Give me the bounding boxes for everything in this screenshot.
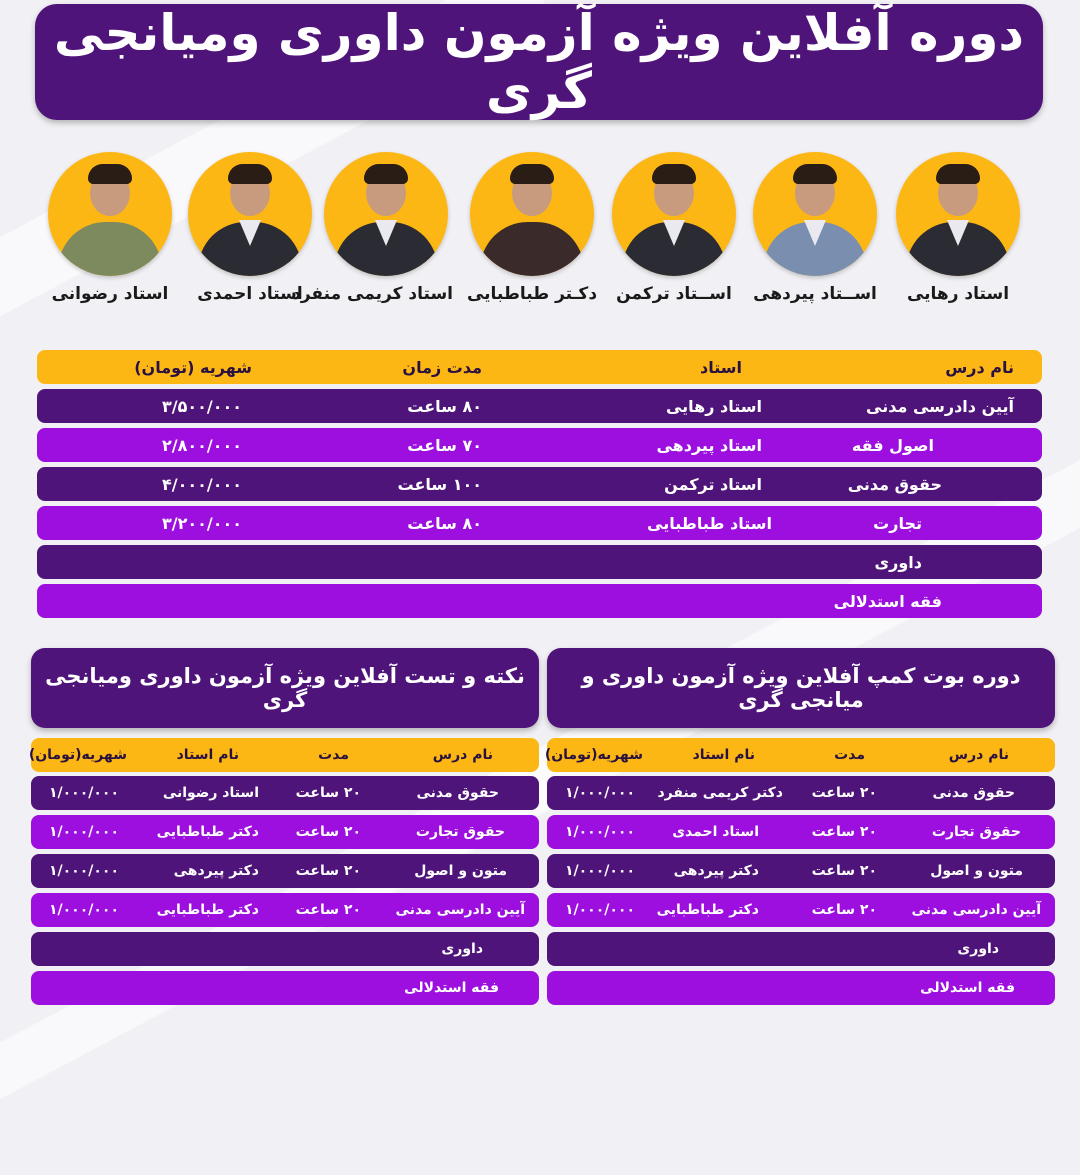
cell-duration: ۷۰ ساعت <box>408 435 483 455</box>
cell-teacher: دکتر طباطبایی <box>157 824 260 840</box>
cell-duration: ۲۰ ساعت <box>296 785 362 801</box>
table-row <box>38 506 1043 540</box>
cell-course: آیین دادرسی مدنی <box>912 902 1042 918</box>
main-table-header <box>38 350 1043 384</box>
cell-fee: ۱/۰۰۰/۰۰۰ <box>49 902 120 918</box>
cell-course: داوری <box>958 941 1000 957</box>
cell-course: حقوق تجارت <box>932 824 1022 840</box>
cell-fee: ۱/۰۰۰/۰۰۰ <box>565 902 636 918</box>
teacher-avatar <box>897 152 1021 276</box>
header-teacher: نام استاد <box>177 747 240 763</box>
teacher-avatar <box>325 152 449 276</box>
cell-teacher: دکتر طباطبایی <box>157 902 260 918</box>
cell-course: اصول فقه <box>852 435 935 455</box>
header-course: نام درس <box>946 357 1015 377</box>
header-fee: شهریه(تومان) <box>545 747 644 763</box>
header-course: نام درس <box>949 747 1010 763</box>
cell-course: حقوق تجارت <box>416 824 506 840</box>
cell-duration: ۸۰ ساعت <box>408 513 483 533</box>
bootcamp-title-text: دوره بوت کمپ آفلاین ویژه آزمون داوری و میانجی گری <box>582 664 1022 712</box>
cell-fee: ۱/۰۰۰/۰۰۰ <box>565 824 636 840</box>
cell-duration: ۲۰ ساعت <box>812 863 878 879</box>
table-row <box>32 932 540 966</box>
cell-course: فقه استدلالی <box>921 980 1016 996</box>
cell-duration: ۲۰ ساعت <box>296 824 362 840</box>
cell-course: متون و اصول <box>415 863 508 879</box>
cell-duration: ۲۰ ساعت <box>812 902 878 918</box>
cell-course: آیین دادرسی مدنی <box>867 396 1015 416</box>
cell-fee: ۴/۰۰۰/۰۰۰ <box>162 474 243 494</box>
cell-fee: ۳/۵۰۰/۰۰۰ <box>162 396 243 416</box>
header-teacher: نام استاد <box>693 747 756 763</box>
table-row <box>38 584 1043 618</box>
bootcamp-table-header <box>545 738 1056 772</box>
cell-course: حقوق مدنی <box>848 474 943 494</box>
cell-course: داوری <box>442 941 484 957</box>
tips-table-header <box>29 738 540 772</box>
cell-teacher: استاد ترکمن <box>665 474 763 494</box>
cell-teacher: دکتر طباطبایی <box>657 902 760 918</box>
table-row <box>32 776 540 810</box>
table-row <box>548 893 1056 927</box>
cell-fee: ۱/۰۰۰/۰۰۰ <box>49 863 120 879</box>
table-row <box>38 467 1043 501</box>
page-title <box>36 4 1044 120</box>
header-course: نام درس <box>433 747 494 763</box>
teacher-name: استاد رضوانی <box>52 284 170 304</box>
page-title-text: دوره آفلاین ویژه آزمون داوری ومیانجی گری <box>54 4 1026 120</box>
teacher-avatar <box>613 152 737 276</box>
header-duration: مدت زمان <box>403 357 483 377</box>
header-fee: شهریه (تومان) <box>135 357 253 377</box>
teacher-card <box>749 152 883 304</box>
table-row <box>548 776 1056 810</box>
table-row <box>548 932 1056 966</box>
header-duration: مدت <box>835 747 866 763</box>
cell-duration: ۲۰ ساعت <box>296 863 362 879</box>
cell-course: تجارت <box>874 513 923 533</box>
table-row <box>548 854 1056 888</box>
cell-duration: ۸۰ ساعت <box>408 396 483 416</box>
table-row <box>38 389 1043 423</box>
teacher-name: استاد احمدی <box>198 284 304 304</box>
teacher-name: استاد کریمی منفرد <box>293 284 454 304</box>
cell-fee: ۱/۰۰۰/۰۰۰ <box>49 824 120 840</box>
header-teacher: استاد <box>701 357 743 377</box>
teacher-card <box>44 152 178 304</box>
cell-teacher: دکتر پیردهی <box>674 863 760 879</box>
teacher-card <box>892 152 1026 304</box>
table-row <box>38 428 1043 462</box>
cell-duration: ۲۰ ساعت <box>812 824 878 840</box>
cell-course: فقه استدلالی <box>834 591 943 611</box>
table-row <box>32 854 540 888</box>
header-fee: شهریه(تومان) <box>29 747 128 763</box>
cell-teacher: استاد رهایی <box>666 396 763 416</box>
teacher-avatar <box>754 152 878 276</box>
cell-fee: ۳/۲۰۰/۰۰۰ <box>162 513 243 533</box>
teacher-avatar <box>471 152 595 276</box>
teacher-card <box>184 152 318 304</box>
teacher-name: استاد رهایی <box>907 284 1011 304</box>
teacher-card <box>466 152 600 304</box>
tips-title <box>32 648 540 728</box>
cell-teacher: استاد طباطبایی <box>648 513 773 533</box>
cell-course: آیین دادرسی مدنی <box>396 902 526 918</box>
cell-teacher: دکتر پیردهی <box>174 863 260 879</box>
teacher-card <box>293 152 454 304</box>
cell-teacher: استاد احمدی <box>673 824 760 840</box>
cell-course: فقه استدلالی <box>405 980 500 996</box>
cell-teacher: استاد پیردهی <box>657 435 763 455</box>
cell-course: حقوق مدنی <box>417 785 500 801</box>
teacher-card <box>608 152 742 304</box>
cell-fee: ۱/۰۰۰/۰۰۰ <box>565 785 636 801</box>
bootcamp-title <box>548 648 1056 728</box>
teacher-avatar <box>189 152 313 276</box>
table-row <box>548 815 1056 849</box>
cell-duration: ۲۰ ساعت <box>296 902 362 918</box>
table-row <box>32 971 540 1005</box>
cell-course: داوری <box>875 552 923 572</box>
cell-fee: ۱/۰۰۰/۰۰۰ <box>565 863 636 879</box>
cell-teacher: استاد رضوانی <box>163 785 260 801</box>
table-row <box>548 971 1056 1005</box>
table-row <box>32 815 540 849</box>
teacher-name: اســتاد ترکمن <box>617 284 733 304</box>
cell-course: حقوق مدنی <box>933 785 1016 801</box>
cell-fee: ۲/۸۰۰/۰۰۰ <box>162 435 243 455</box>
table-row <box>38 545 1043 579</box>
cell-duration: ۲۰ ساعت <box>812 785 878 801</box>
cell-teacher: دکتر کریمی منفرد <box>658 785 784 801</box>
tips-title-text: نکته و تست آفلاین ویژه آزمون داوری ومیانجی گری <box>46 664 526 712</box>
teacher-name: دکـتر طباطبایی <box>467 284 599 304</box>
teacher-avatar <box>49 152 173 276</box>
cell-course: متون و اصول <box>931 863 1024 879</box>
header-duration: مدت <box>319 747 350 763</box>
teacher-name: اســتاد پیردهی <box>754 284 878 304</box>
cell-duration: ۱۰۰ ساعت <box>398 474 483 494</box>
cell-fee: ۱/۰۰۰/۰۰۰ <box>49 785 120 801</box>
table-row <box>32 893 540 927</box>
